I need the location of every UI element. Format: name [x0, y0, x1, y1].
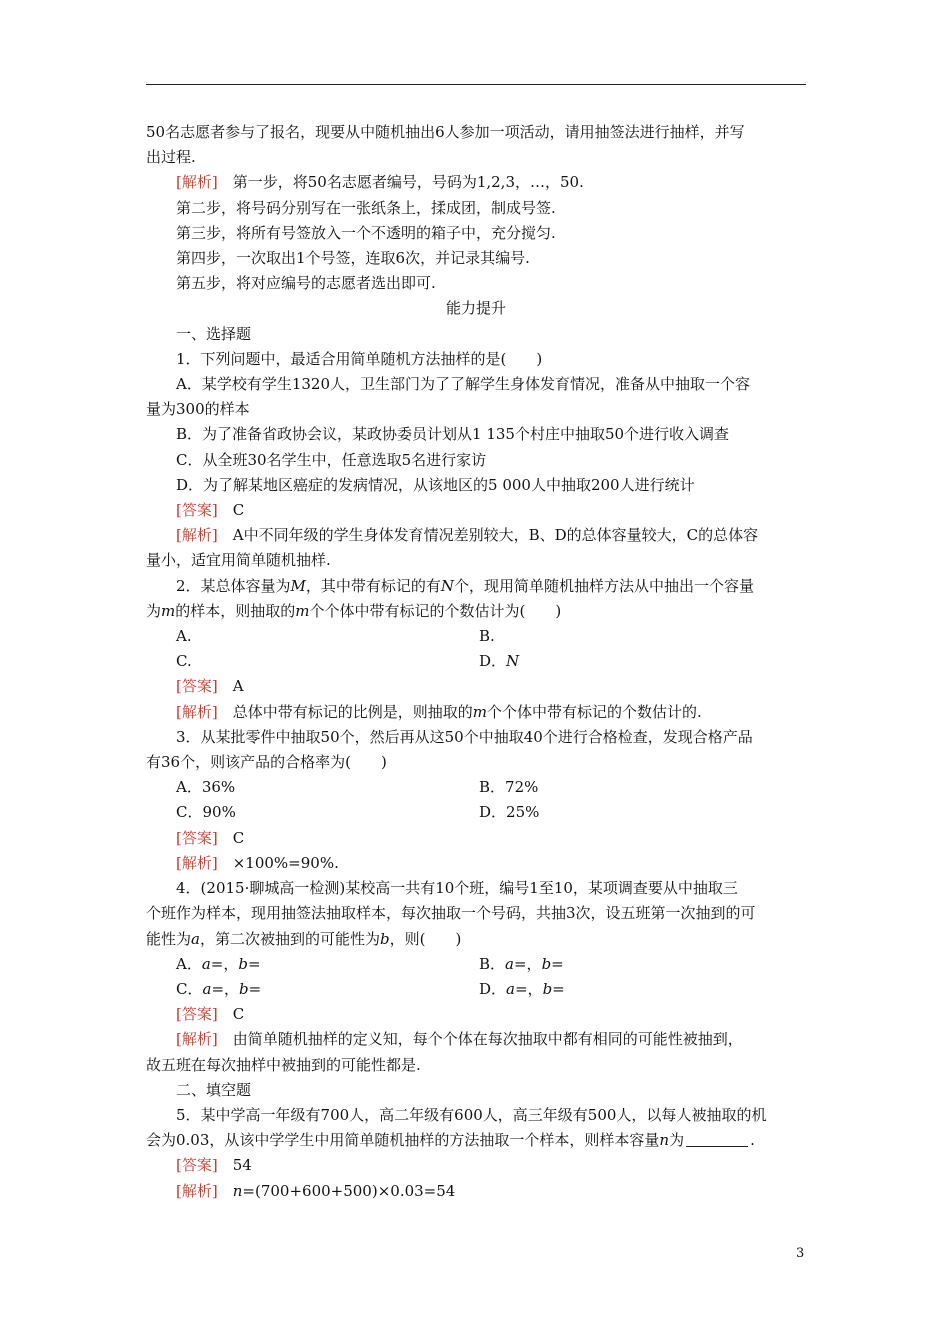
var-b: b	[379, 929, 390, 948]
q5-answer	[146, 1153, 806, 1178]
text: ，其中带有标记的有	[305, 576, 441, 595]
part2-title: 二、填空题	[176, 1080, 252, 1099]
var-m: m	[161, 601, 176, 620]
answer-value: 54	[232, 1156, 252, 1175]
step-1: 第一步，将50名志愿者编号，号码为1,2,3，…，50.	[232, 173, 584, 192]
var-a: a	[202, 979, 212, 998]
q4-stem-line-2: 个班作为样本，现用抽签法抽取样本，每次抽取一个号码，共抽3次，设五班第一次抽到的可	[146, 904, 756, 923]
q2-analysis	[146, 700, 806, 725]
analysis-tag: [解析]	[176, 702, 218, 721]
analysis-tag: [解析]	[176, 1030, 218, 1049]
var-n: n	[659, 1131, 670, 1150]
q1-stem: 1．下列问题中，最适合用简单随机方法抽样的是( )	[176, 349, 543, 368]
q3-stem-line-2: 有36个，则该产品的合格率为( )	[146, 753, 387, 772]
var-b: b	[541, 954, 552, 973]
analysis-tag: [解析]	[176, 173, 218, 192]
text: =	[247, 954, 261, 973]
text: 会为0.03，从该中学学生中用简单随机抽样的方法抽取一个样本，则样本容量	[146, 1131, 660, 1150]
answer-blank	[686, 1130, 748, 1147]
analysis-text: ×100%=90%.	[232, 853, 339, 872]
q4-analysis-line-2: 故五班在每次抽样中被抽到的可能性都是.	[146, 1055, 421, 1074]
q2-stem-line-1	[146, 574, 806, 599]
q4-option-a	[146, 952, 446, 977]
var-b: b	[542, 979, 553, 998]
q1-option-b: B．为了准备省政协会议，某政协委员计划从1 135个村庄中抽取50个进行收入调查	[176, 425, 730, 444]
text: 能性为	[146, 929, 192, 948]
q2-option-c: C.	[176, 652, 192, 671]
q4-options-row-1	[146, 952, 806, 977]
q3-answer	[146, 826, 806, 851]
q1-analysis-line-2: 量小，适宜用简单随机抽样.	[146, 551, 331, 570]
text: =，	[513, 954, 542, 973]
analysis-text: A中不同年级的学生身体发育情况差别较大，B、D的总体容量较大，C的总体容	[232, 526, 759, 545]
answer-tag: [答案]	[176, 1156, 218, 1175]
analysis-tag: [解析]	[176, 853, 218, 872]
q1-option-a-line-2: 量为300的样本	[146, 400, 250, 419]
step-2: 第二步，将号码分别写在一张纸条上，揉成团，制成号签.	[176, 198, 556, 217]
var-b: b	[238, 954, 248, 973]
q3-analysis	[146, 851, 806, 876]
answer-value: C	[232, 1005, 245, 1024]
q2-options-row-1	[146, 624, 806, 649]
q4-option-d	[446, 977, 565, 1002]
analysis-tag: [解析]	[176, 1181, 218, 1200]
var-m: m	[472, 702, 487, 721]
step-4: 第四步，一次取出1个号签，连取6次，并记录其编号.	[176, 249, 530, 268]
step-5: 第五步，将对应编号的志愿者选出即可.	[176, 274, 436, 293]
intro-question-line-1: 50名志愿者参与了报名，现要从中随机抽出6人参加一项活动，请用抽签法进行抽样，并写	[146, 123, 745, 141]
analysis-text: =(700+600+500)×0.03=54	[242, 1181, 456, 1200]
q3-option-d: D．25%	[479, 803, 540, 822]
q4-option-c	[146, 977, 446, 1002]
text: =，	[211, 979, 240, 998]
answer-tag: [答案]	[176, 1005, 218, 1024]
text: 的样本，则抽取的	[175, 601, 296, 620]
q1-option-d: D．为了解某地区癌症的发病情况，从该地区的5 000人中抽取200人进行统计	[176, 475, 695, 494]
q2-options-row-2	[146, 649, 806, 674]
var-a: a	[191, 929, 200, 948]
text: 2．某总体容量为	[176, 576, 291, 595]
q3-stem-line-1: 3．从某批零件中抽取50个，然后再从这50个中抽取40个进行合格检查，发现合格产品	[176, 727, 753, 746]
text: D．	[479, 979, 507, 998]
text: =	[552, 979, 565, 998]
q4-stem-line-1: 4．(2015·聊城高一检测)某校高一共有10个班，编号1至10，某项调查要从中抽取三	[176, 879, 738, 898]
q4-analysis	[146, 1027, 806, 1052]
q2-option-a: A.	[176, 627, 192, 646]
text: 个个体中带有标记的个数估计为( )	[309, 601, 562, 620]
q1-option-a-line-1: A．某学校有学生1320人，卫生部门为了了解学生身体发育情况，准备从中抽取一个容	[176, 375, 751, 394]
answer-value: C	[232, 828, 245, 847]
header-rule	[146, 84, 806, 85]
text: =	[551, 954, 564, 973]
q5-stem-line-2	[146, 1128, 806, 1153]
var-a: a	[505, 954, 514, 973]
analysis-tag: [解析]	[176, 526, 218, 545]
var-N: N	[506, 652, 520, 671]
q4-option-b	[446, 952, 564, 977]
text: 总体中带有标记的比例是，则抽取的	[232, 702, 473, 721]
var-a: a	[201, 954, 211, 973]
q3-option-a: A．36%	[176, 778, 236, 797]
q2-answer	[146, 674, 806, 699]
var-a: a	[506, 979, 515, 998]
text: .	[750, 1131, 755, 1150]
var-n: n	[232, 1181, 243, 1200]
text: ，第二次被抽到的可能性为	[199, 929, 380, 948]
q3-options-row-2	[146, 800, 806, 825]
q4-stem-line-3	[146, 927, 806, 952]
q2-option-d	[446, 649, 519, 674]
var-m: m	[295, 601, 310, 620]
text: 个，现用简单随机抽样方法从中抽出一个容量	[454, 576, 755, 595]
text: =	[248, 979, 262, 998]
intro-question-line-2: 出过程.	[146, 148, 196, 167]
text: B．	[479, 954, 506, 973]
q2-stem-line-2	[146, 599, 806, 624]
text: 为	[146, 601, 162, 620]
q4-options-row-2	[146, 977, 806, 1002]
answer-value: A	[232, 677, 244, 696]
q3-option-c: C．90%	[176, 803, 236, 822]
part1-title: 一、选择题	[176, 324, 252, 343]
q3-option-b: B．72%	[479, 778, 539, 797]
text: D．	[479, 652, 507, 671]
var-M: M	[290, 576, 306, 595]
intro-analysis	[146, 170, 806, 195]
answer-tag: [答案]	[176, 501, 218, 520]
var-N: N	[440, 576, 455, 595]
step-3: 第三步，将所有号签放入一个不透明的箱子中，充分搅匀.	[176, 223, 556, 242]
analysis-text: 由简单随机抽样的定义知，每个个体在每次抽取中都有相同的可能性被抽到，	[232, 1030, 743, 1049]
text: 为	[669, 1131, 685, 1150]
text: C．	[176, 979, 203, 998]
q2-option-b: B.	[479, 627, 495, 646]
text: =，	[514, 979, 543, 998]
section-title: 能力提升	[445, 299, 506, 318]
answer-tag: [答案]	[176, 828, 218, 847]
q1-answer	[146, 498, 806, 523]
page-body	[146, 120, 806, 1204]
text: =，	[210, 954, 239, 973]
page-number: 3	[796, 1246, 805, 1261]
answer-tag: [答案]	[176, 677, 218, 696]
q5-stem-line-1: 5．某中学高一年级有700人，高二年级有600人，高三年级有500人，以每人被抽取的机	[176, 1105, 767, 1124]
q5-analysis	[146, 1179, 806, 1204]
q3-options-row-1	[146, 775, 806, 800]
answer-value: C	[232, 501, 245, 520]
q1-option-c: C．从全班30名学生中，任意选取5名进行家访	[176, 450, 487, 469]
text: ，则( )	[389, 929, 462, 948]
q4-answer	[146, 1002, 806, 1027]
text: 个个体中带有标记的个数估计的.	[486, 702, 702, 721]
q1-analysis	[146, 523, 806, 548]
text: A．	[176, 954, 202, 973]
var-b: b	[239, 979, 249, 998]
